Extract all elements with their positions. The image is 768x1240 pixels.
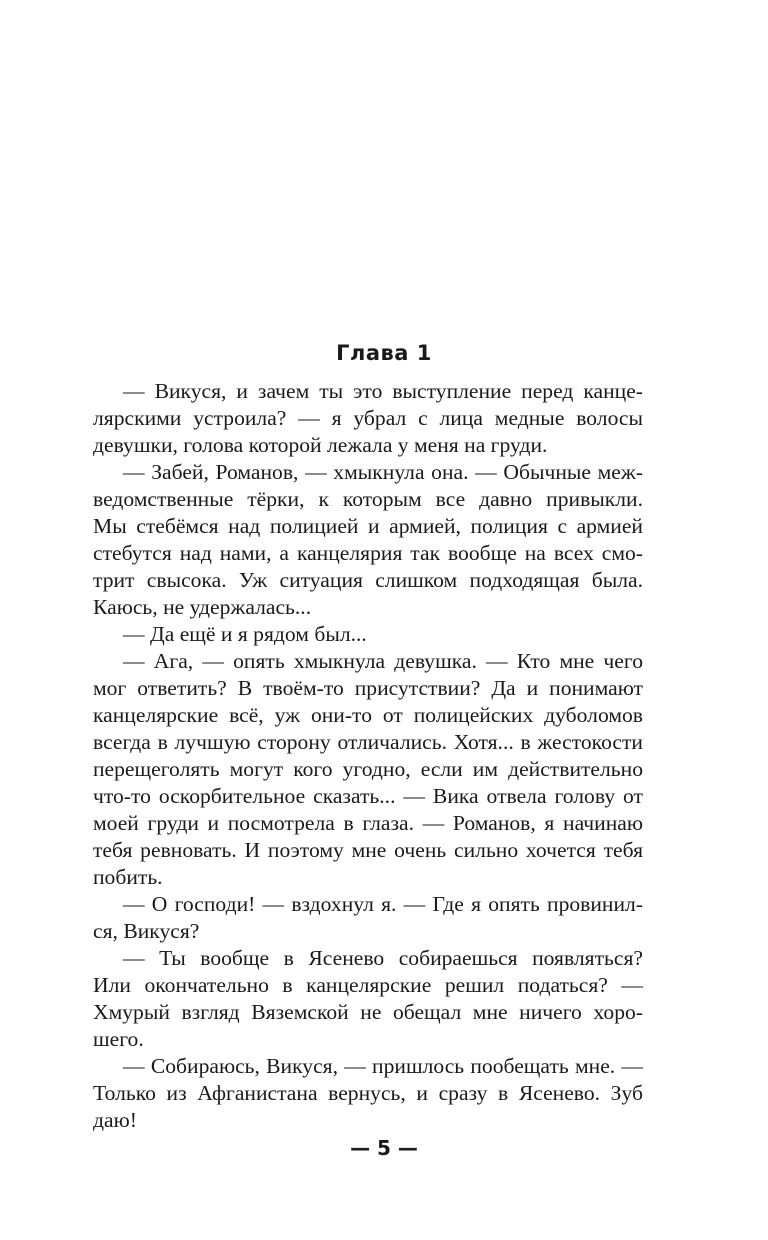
- text-line: девушки, голова которой лежала у меня на груди.: [93, 433, 548, 457]
- text-line: ведомственные тёрки, к которым все давно привыкли.: [93, 487, 643, 511]
- text-line: ся, Викуся?: [93, 919, 200, 943]
- text-line: Хмурый взгляд Вяземской не обещал мне ничего хоро-: [93, 1000, 643, 1024]
- text-line: Только из Афганистана вернусь, и сразу в Ясенево. Зуб: [93, 1081, 643, 1105]
- text-line: — О господи! — вздохнул я. — Где я опять провинил-: [123, 892, 643, 916]
- text-line: тебя ревновать. И поэтому мне очень сильно хочется тебя: [93, 838, 643, 862]
- text-line: — Викуся, и зачем ты это выступление перед канце-: [123, 379, 643, 403]
- text-line: — Ага, — опять хмыкнула девушка. — Кто мне чего: [123, 649, 643, 673]
- text-line: даю!: [93, 1108, 137, 1132]
- text-line: — Забей, Романов, — хмыкнула она. — Обычные меж-: [123, 460, 643, 484]
- text-line: трит свысока. Уж ситуация слишком подходящая была.: [93, 568, 643, 592]
- text-line: — Собираюсь, Викуся, — пришлось пообещать мне. —: [123, 1054, 643, 1078]
- text-line: канцелярские всё, уж они-то от полицейских дуболомов: [93, 703, 643, 727]
- body-text: [93, 378, 643, 1134]
- text-line: — Ты вообще в Ясенево собираешься появляться?: [123, 946, 643, 970]
- text-line: лярскими устроила? — я убрал с лица медные волосы: [93, 406, 643, 430]
- text-line: — Да ещё и я рядом был...: [123, 622, 367, 646]
- text-line: Каюсь, не удержалась...: [93, 595, 312, 619]
- text-line: что-то оскорбительное сказать... — Вика отвела голову от: [93, 784, 643, 808]
- text-line: шего.: [93, 1027, 144, 1051]
- page-number: — 5 —: [350, 1136, 418, 1160]
- text-line: побить.: [93, 865, 163, 889]
- text-line: Мы стебёмся над полицией и армией, полиция с армией: [93, 514, 643, 538]
- text-line: стебутся над нами, а канцелярия так вообще на всех смо-: [93, 541, 643, 565]
- text-line: перещеголять могут кого угодно, если им действительно: [93, 757, 643, 781]
- text-line: Или окончательно в канцелярские решил податься? —: [93, 973, 643, 997]
- text-line: моей груди и посмотрела в глаза. — Романов, я начинаю: [93, 811, 643, 835]
- text-line: мог ответить? В твоём-то присутствии? Да и понимают: [93, 676, 643, 700]
- chapter-title: Глава 1: [336, 341, 432, 365]
- text-line: всегда в лучшую сторону отличались. Хотя... в жестокости: [93, 730, 643, 754]
